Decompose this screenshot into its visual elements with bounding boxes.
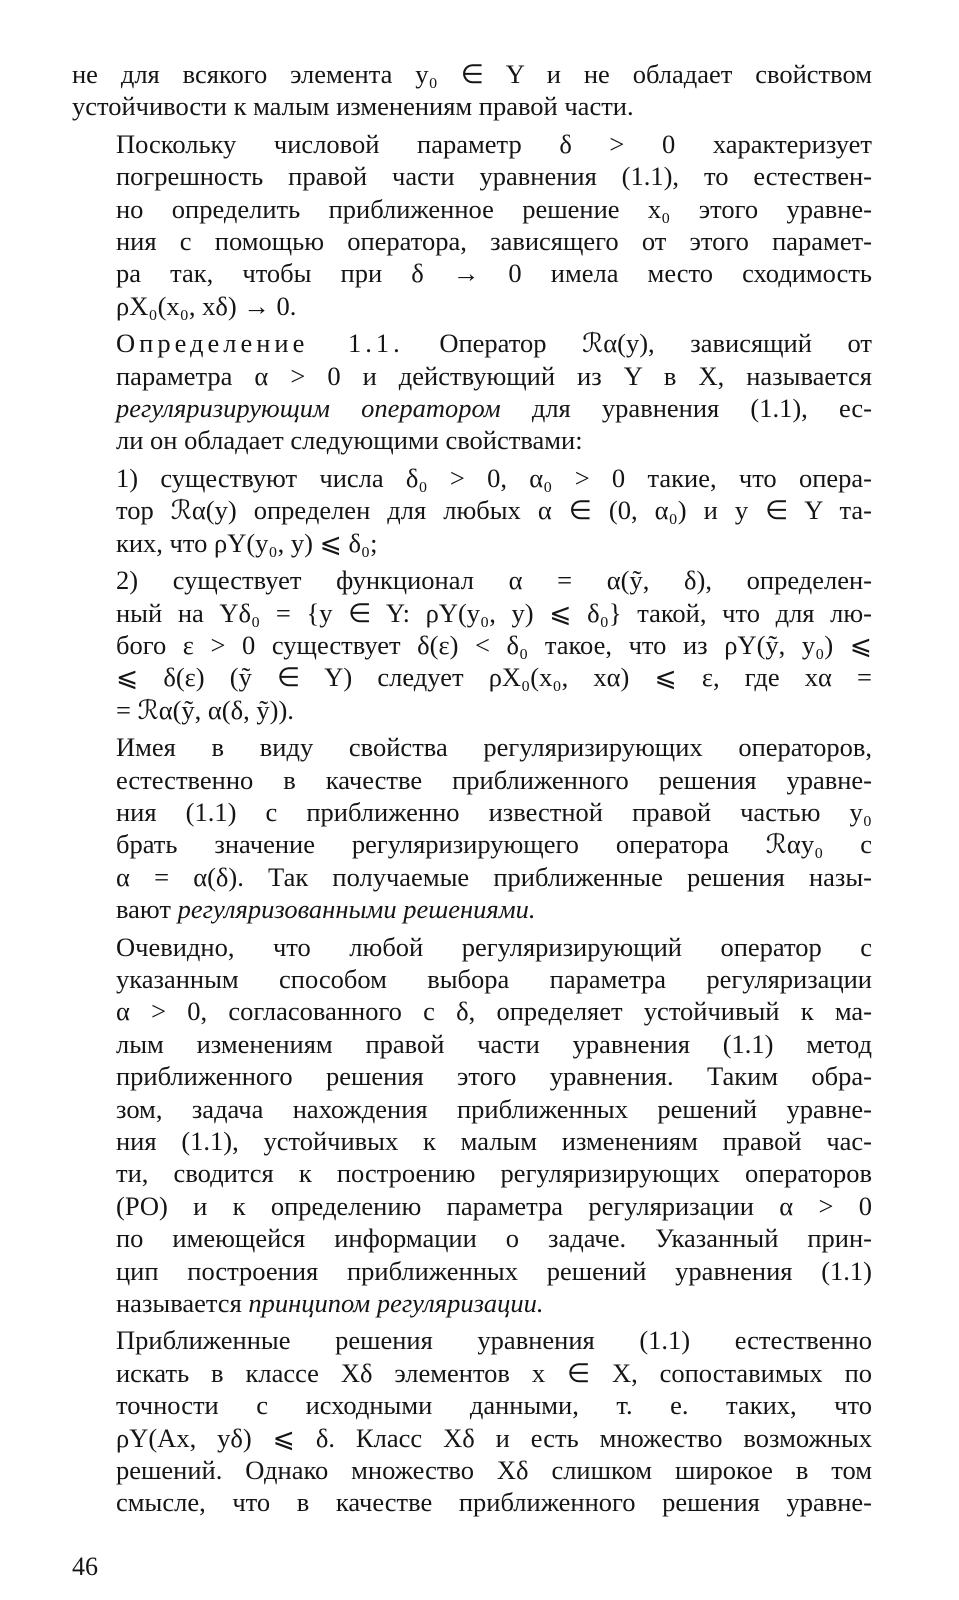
- text-line: лым изменениям правой части уравнения (1.1) метод: [116, 1028, 872, 1059]
- property-item-1: [72, 462, 872, 559]
- text-line: указанным способом выбора параметра регуляризации: [116, 963, 872, 994]
- text-line: искать в классе Xδ элементов x ∈ X, сопоставимых по: [116, 1357, 872, 1388]
- text-line: α = α(δ). Так получаемые приближенные решения назы-: [116, 861, 872, 892]
- text-line: ρX₀(x₀, xδ) → 0.: [116, 290, 297, 321]
- text-fragment: называется: [116, 1288, 249, 1319]
- text-line: ния с помощью оператора, зависящего от этого парамет-: [116, 226, 872, 257]
- text-line: [72, 327, 872, 359]
- text-line: ⩽ δ(ε) (ỹ ∈ Y) следует ρX₀(x₀, xα) ⩽ ε, где xα =: [116, 662, 872, 693]
- defined-term: регуляризирующим оператором: [116, 393, 501, 424]
- text-line: точности с исходными данными, т. е. таких, что: [116, 1390, 872, 1421]
- text-line: по имеющейся информации о задаче. Указанный прин-: [116, 1223, 872, 1254]
- text-fragment: вают: [116, 894, 178, 925]
- text-line: [72, 1287, 872, 1319]
- paragraph-parameter: [72, 128, 872, 322]
- page-text: [72, 58, 872, 1519]
- text-line: брать значение регуляризирующего оператора ℛαy₀ с: [116, 829, 872, 860]
- text-line: не для всякого элемента y₀ ∈ Y и не обладает свойством: [72, 59, 872, 89]
- definition-paragraph: [72, 327, 872, 457]
- text-line: [72, 893, 872, 925]
- text-line: 2) существует функционал α = α(ỹ, δ), определен-: [116, 565, 872, 596]
- definition-label: Определение 1.1.: [116, 328, 404, 359]
- definition-text: для уравнения (1.1), ес-: [500, 393, 873, 424]
- text-line: параметра α > 0 и действующий из Y в X, называется: [116, 360, 872, 391]
- text-line: ли он обладает следующими свойствами:: [116, 425, 583, 456]
- defined-term: принципом регуляризации.: [248, 1288, 544, 1319]
- paragraph-regularized-solutions: [72, 731, 872, 925]
- text-line: зом, задача нахождения приближенных решений уравне-: [116, 1093, 872, 1124]
- text-line: ния (1.1), устойчивых к малым изменениям правой час-: [116, 1126, 872, 1156]
- text-line: ный на Yδ₀ = {y ∈ Y: ρY(y₀, y) ⩽ δ₀} такой, что для лю-: [116, 597, 872, 628]
- text-line: приближенного решения этого уравнения. Таким обра-: [116, 1061, 872, 1092]
- text-line: (РО) и к определению параметра регуляризации α > 0: [116, 1190, 872, 1221]
- text-line: но определить приближенное решение x₀ этого уравне-: [116, 193, 872, 224]
- text-line: смысле, что в качестве приближенного решения уравне-: [116, 1487, 872, 1518]
- text-line: цип построения приближенных решений уравнения (1.1): [116, 1255, 872, 1286]
- paragraph-solution-class: [72, 1324, 872, 1518]
- paragraph-regularization-principle: [72, 931, 872, 1320]
- text-line: 1) существуют числа δ₀ > 0, α₀ > 0 такие, что опера-: [116, 462, 872, 493]
- text-line: α > 0, согласованного с δ, определяет устойчивый к ма-: [116, 996, 872, 1027]
- text-line: Поскольку числовой параметр δ > 0 характеризует: [116, 128, 872, 159]
- text-line: ких, что ρY(y₀, y) ⩽ δ₀;: [116, 527, 378, 558]
- text-line: [72, 392, 872, 424]
- page-number: 46: [72, 1552, 98, 1581]
- text-line: решений. Однако множество Xδ слишком широкое в том: [116, 1455, 872, 1486]
- text-line: Приближенные решения уравнения (1.1) естественно: [116, 1325, 872, 1356]
- paragraph-continuation: [72, 58, 872, 123]
- text-line: погрешность правой части уравнения (1.1), то естествен-: [116, 161, 872, 192]
- text-line: = ℛα(ỹ, α(δ, ỹ)).: [116, 694, 294, 725]
- definition-text: Оператор ℛα(y), зависящий от: [439, 328, 873, 359]
- text-line: ра так, чтобы при δ → 0 имела место сходимость: [116, 258, 872, 289]
- text-line: Очевидно, что любой регуляризирующий оператор с: [116, 931, 872, 962]
- text-line: тор ℛα(y) определен для любых α ∈ (0, α₀) и y ∈ Y та-: [116, 495, 872, 526]
- text-line: ния (1.1) с приближенно известной правой частью y₀: [116, 796, 872, 827]
- text-line: естественно в качестве приближенного решения уравне-: [116, 764, 872, 795]
- defined-term: регуляризованными решениями.: [177, 894, 536, 925]
- text-line: устойчивости к малым изменениям правой части.: [72, 91, 634, 122]
- text-line: ρY(Ax, yδ) ⩽ δ. Класс Xδ и есть множество возможных: [116, 1422, 872, 1453]
- text-line: ти, сводится к построению регуляризирующих операторов: [116, 1158, 872, 1189]
- text-line: Имея в виду свойства регуляризирующих операторов,: [116, 732, 872, 763]
- property-item-2: [72, 564, 872, 726]
- text-line: бого ε > 0 существует δ(ε) < δ₀ такое, что из ρY(ỹ, y₀) ⩽: [116, 629, 872, 660]
